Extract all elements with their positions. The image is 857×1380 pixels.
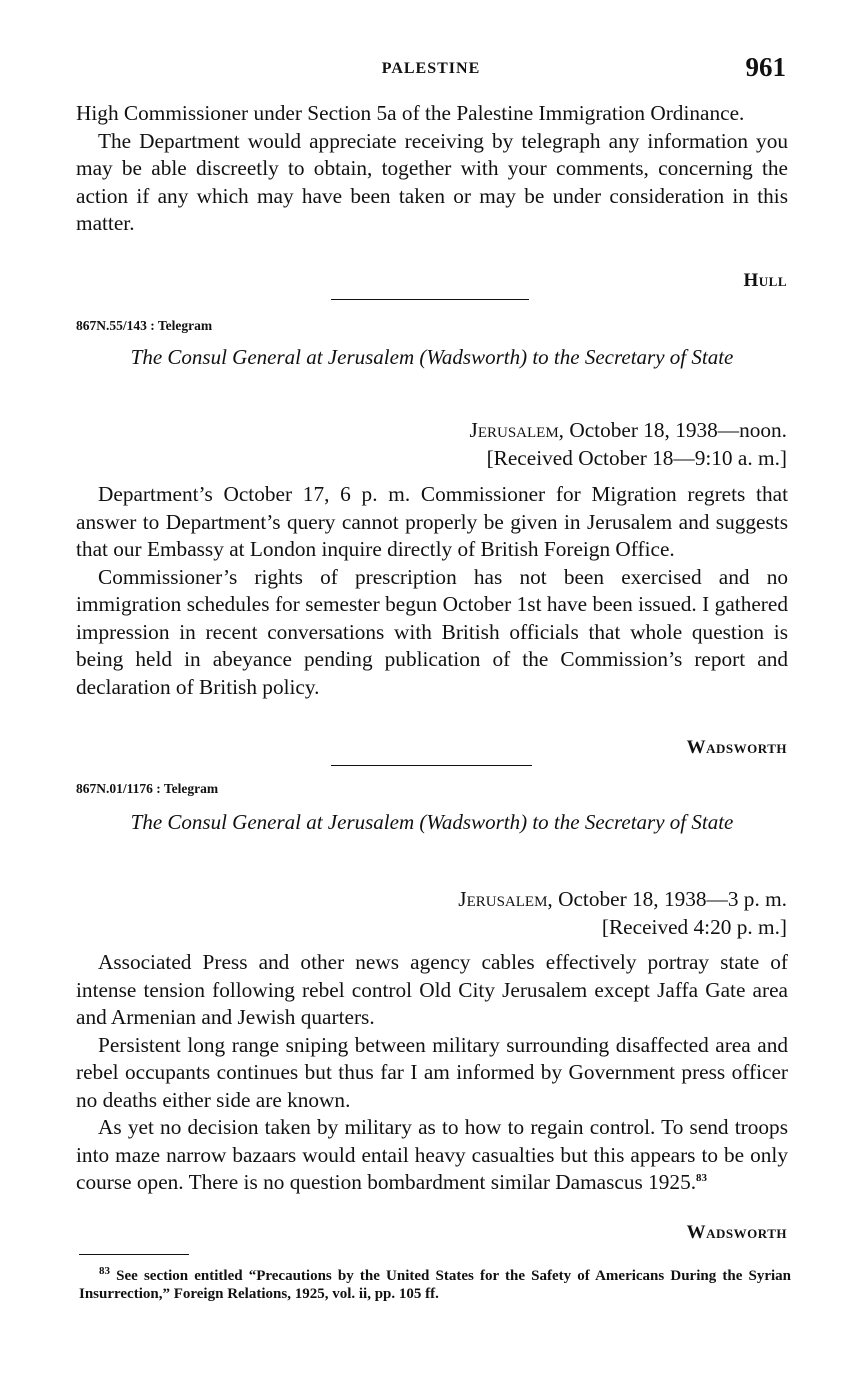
doc2-place: Jerusalem, bbox=[469, 418, 564, 442]
footnote-text-block bbox=[79, 1267, 791, 1303]
doc2-title: The Consul General at Jerusalem (Wadsworth) to the Secretary of State bbox=[130, 345, 734, 369]
footnote-marker: 83 bbox=[99, 1265, 110, 1277]
doc3-paragraph-2: Persistent long range sniping between military surrounding disaffected area and rebel occupants continues but thus far I am informed by Government press officer no deaths either side are known. bbox=[76, 1032, 788, 1112]
doc3-file-reference: 867N.01/1176 : Telegram bbox=[76, 781, 219, 796]
doc3-signature: Wadsworth bbox=[686, 1222, 787, 1243]
running-head: PALESTINE bbox=[381, 60, 481, 77]
footnote bbox=[79, 1267, 791, 1303]
doc3-dateline bbox=[458, 886, 787, 941]
doc2-dateline bbox=[470, 417, 787, 472]
footnote-reference-mark: 83 bbox=[696, 1171, 708, 1184]
doc2-file-reference: 867N.55/143 : Telegram bbox=[76, 318, 213, 333]
doc1-paragraph-2: The Department would appreciate receiving by telegraph any information you may be able discreetly to obtain, together with your comments, concerning the action if any which may have been taken or may be under consideration in this matter. bbox=[76, 128, 788, 235]
doc1-signature: Hull bbox=[743, 270, 787, 291]
doc3-date: October 18, 1938—3 p. m. bbox=[558, 887, 787, 911]
doc3-body bbox=[76, 949, 788, 1197]
doc2-place-date bbox=[470, 417, 787, 445]
doc3-place: Jerusalem, bbox=[458, 887, 553, 911]
doc3-title: The Consul General at Jerusalem (Wadsworth) to the Secretary of State bbox=[130, 810, 734, 834]
page-number: 961 bbox=[745, 52, 786, 82]
footnote-text: See section entitled “Precautions by the United States for the Safety of Americans During the Syrian Insurrection,” Foreign Relations, 1925, vol. ii, pp. 105 ff. bbox=[79, 1268, 792, 1302]
doc1-body bbox=[76, 100, 788, 238]
page-header bbox=[76, 52, 786, 86]
footnote-rule bbox=[79, 1254, 189, 1255]
doc2-signature: Wadsworth bbox=[686, 737, 787, 758]
doc2-paragraph-2: Commissioner’s rights of prescription has not been exercised and no immigration schedules for semester begun October 1st have been issued. I gathered impression in recent conversations with British officials that whole question is being held in abeyance pending publication of the Commission’s report and declaration of British policy. bbox=[76, 564, 788, 699]
doc2-paragraph-1: Department’s October 17, 6 p. m. Commissioner for Migration regrets that answer to Department’s query cannot properly be given in Jerusalem and suggests that our Embassy at London inquire directly of British Foreign Office. bbox=[76, 482, 788, 561]
doc3-paragraph-1: Associated Press and other news agency cables effectively portray state of intense tension following rebel control Old City Jerusalem except Jaffa Gate area and Armenian and Jewish quarters. bbox=[76, 950, 788, 1029]
doc3-received: [Received 4:20 p. m.] bbox=[601, 914, 787, 939]
doc1-paragraph-1: High Commissioner under Section 5a of the Palestine Immigration Ordinance. bbox=[76, 101, 745, 125]
section-divider-2 bbox=[331, 765, 532, 766]
section-divider-1 bbox=[331, 299, 529, 300]
doc3-paragraph-3 bbox=[76, 1114, 788, 1197]
doc2-body bbox=[76, 481, 788, 701]
doc3-place-date bbox=[458, 886, 787, 914]
doc2-date: October 18, 1938—noon. bbox=[569, 418, 787, 442]
doc2-received: [Received October 18—9:10 a. m.] bbox=[486, 445, 787, 470]
doc3-paragraph-3-text: As yet no decision taken by military as to how to regain control. To send troops into maze narrow bazaars would entail heavy casualties but this appears to be only course open. There is no question bombardment similar Damascus 1925. bbox=[76, 1115, 788, 1194]
